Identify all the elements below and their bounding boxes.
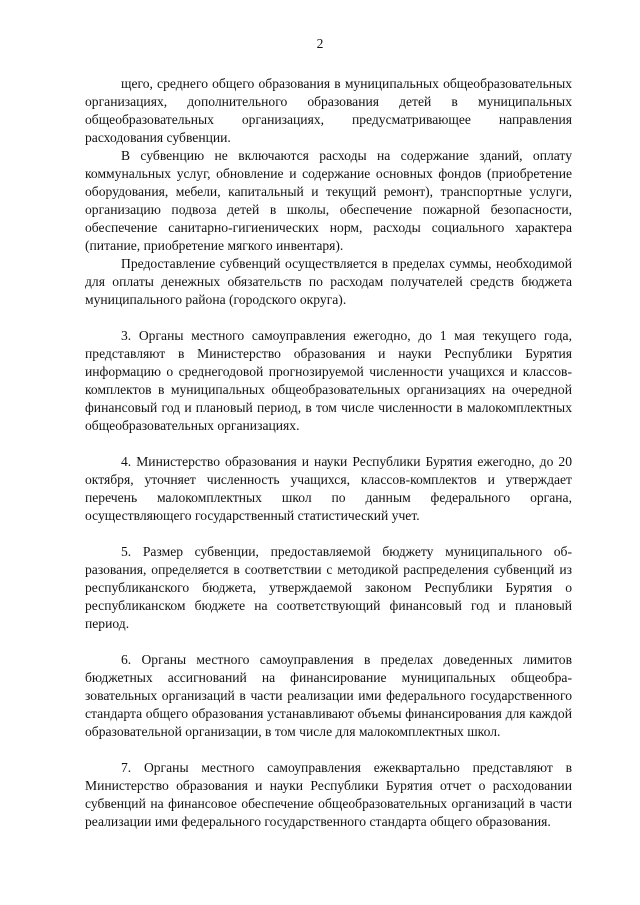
paragraph-continuation: щего, среднего общего образования в муниципальных общеобразовательных организациях, дополнительного образования детей в муниципальных общеобразовательных организациях, предусматривающее направления расходования субвенции. <box>85 76 572 145</box>
document-body <box>85 75 572 831</box>
paragraph-item-3: 3. Органы местного самоуправления ежегодно, до 1 мая текущего года, представляют в Министерство образования и науки Республики Бурятия информацию о среднегодовой прогнозируемой численности учащихся и классов-комплектов в муниципальных общеобразовательных организациях на очередной финансовый год и плановый период, в том числе численности в малокомплектных общеобразовательных организациях. <box>85 328 572 433</box>
paragraph-item-4: 4. Министерство образования и науки Республики Бурятия ежегодно, до 20 октября, уточняет численность учащихся, классов-комплектов и утверждает перечень малокомплектных школ по данным федерального органа, осуществляющего государственный статистический учет. <box>85 454 572 523</box>
paragraph-subvention-limits: Предоставление субвенций осуществляется в пределах суммы, необходимой для оплаты денежных обязательств по расходам получателей средств бюджета муниципального района (городского округа). <box>85 256 572 307</box>
paragraph-item-6: 6. Органы местного самоуправления в пределах доведенных лимитов бюджетных ассигнований на финансирование муниципальных общеобразовательных организаций в части реализации ими федерального государственного стандарта общего образования устанавливают объемы финансирования для каждой образовательной организации, в том числе для малокомплектных школ. <box>85 652 572 739</box>
page-number: 2 <box>316 36 324 51</box>
paragraph-excluded-expenses: В субвенцию не включаются расходы на содержание зданий, оплату коммунальных услуг, обновление и содержание основных фондов (приобретение оборудования, мебели, капитальный и текущий ремонт), транспортные услуги, организацию подвоза детей в школы, обеспечение пожарной безопасности, обеспечение санитарно-гигиенических норм, расходы социального характера (питание, приобретение мягкого инвентаря). <box>85 148 572 253</box>
paragraph-item-5: 5. Размер субвенции, предоставляемой бюджету муниципального образования, определяется в соответствии с методикой распределения субвенций из республиканского бюджета, утверждаемой законом Республики Бурятия о республиканском бюджете на соответствующий финансовый год и плановый период. <box>85 544 572 631</box>
paragraph-item-7: 7. Органы местного самоуправления ежеквартально представляют в Министерство образования и науки Республики Бурятия отчет о расходовании субвенций на финансовое обеспечение общеобразовательных организаций в части реализации ими федерального государственного стандарта общего образования. <box>85 760 572 829</box>
